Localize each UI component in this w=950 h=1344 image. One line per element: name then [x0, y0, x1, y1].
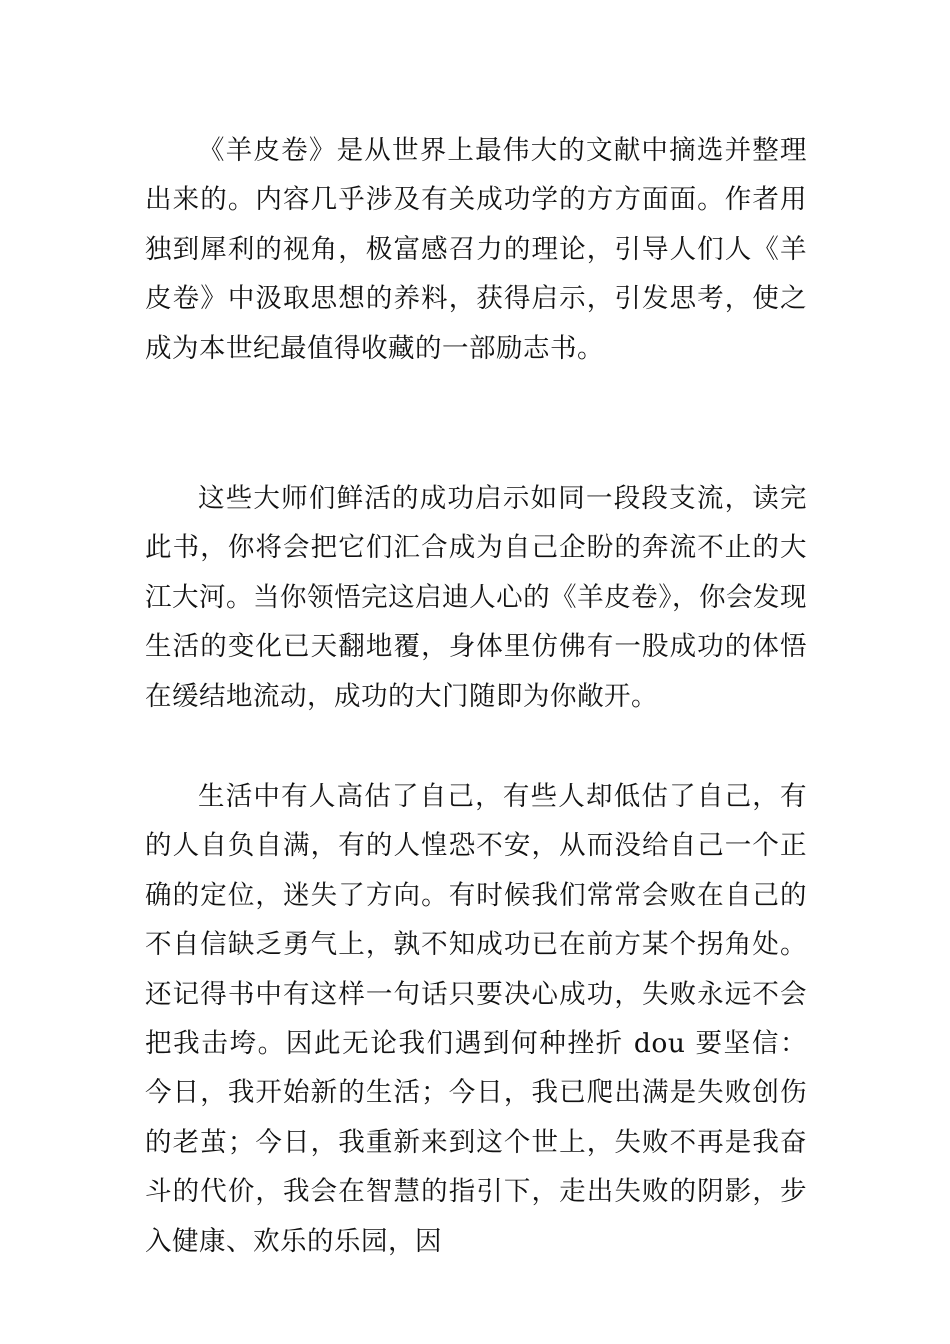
paragraph-3: 生活中有人高估了自己，有些人却低估了自己，有的人自负自满，有的人惶恐不安，从而没给自己一个正确的定位，迷失了方向。有时候我们常常会败在自己的不自信缺乏勇气上，孰不知成功已在前方某个拐角处。还记得书中有这样一句话只要决心成功，失败永远不会把我击垮。因此无论我们遇到何种挫折 dou 要坚信：今日，我开始新的生活；今日，我已爬出满是失败创伤的老茧；今日，我重新来到这个世上，失败不再是我奋斗的代价，我会在智慧的指引下，走出失败的阴影，步入健康、欢乐的乐园，因: [145, 781, 807, 1257]
paragraph-1: 《羊皮卷》是从世界上最伟大的文献中摘选并整理出来的。内容几乎涉及有关成功学的方方面面。作者用独到犀利的视角，极富感召力的理论，引导人们人《羊皮卷》中汲取思想的养料，获得启示，引发思考，使之成为本世纪最值得收藏的一部励志书。: [145, 135, 807, 364]
paragraph-2: 这些大师们鲜活的成功启示如同一段段支流，读完此书，你将会把它们汇合成为自己企盼的奔流不止的大江大河。当你领悟完这启迪人心的《羊皮卷》，你会发现生活的变化已天翻地覆，身体里仿佛有一股成功的体悟在缓结地流动，成功的大门随即为你敞开。: [145, 483, 807, 712]
